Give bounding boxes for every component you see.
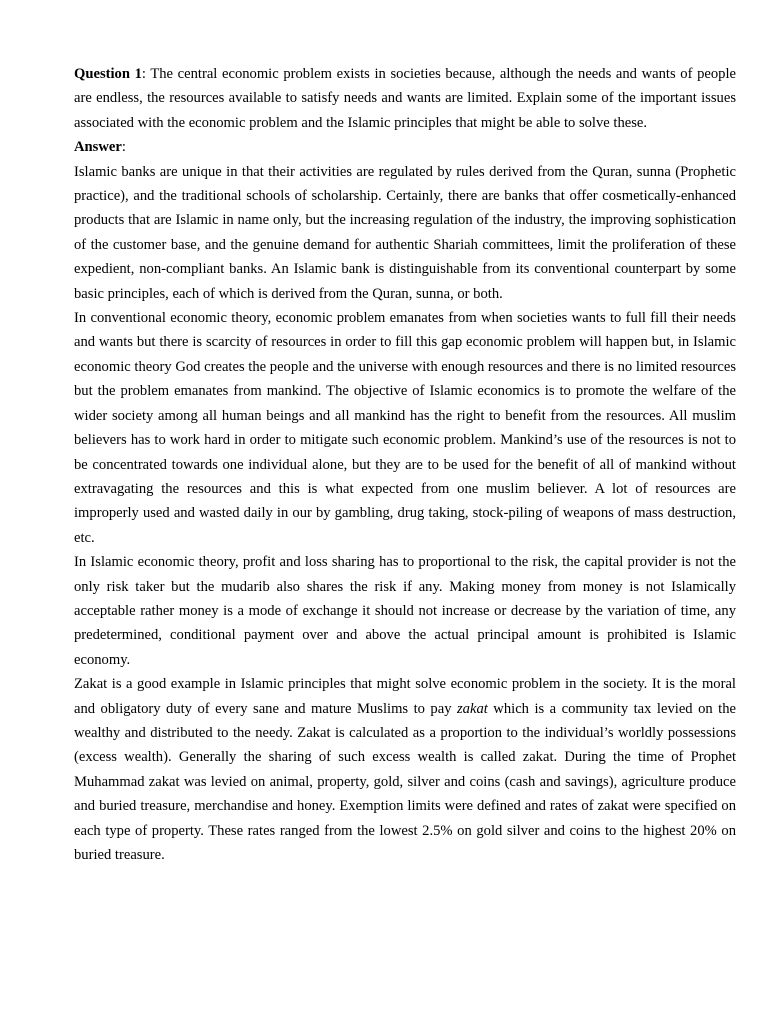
paragraph-profit-loss-sharing: In Islamic economic theory, profit and loss sharing has to proportional to the risk, the capital provider is not the only risk taker but the mudarib also shares the risk if any. Making money from money is not Islamically acceptable rather money is a mode of exchange it should not increase or decrease by the variation of time, any predetermined, conditional payment over and above the actual principal amount is prohibited is Islamic economy. bbox=[74, 554, 736, 668]
zakat-text-after: which is a community tax levied on the wealthy and distributed to the needy. Zakat is calculated as a proportion to the individual’s worldly possessions (excess wealth). Generally the sharing of such excess wealth is called zakat. During the time of Prophet Muhammad zakat was levied on animal, property, gold, silver and coins (cash and savings), agriculture produce and buried treasure, merchandise and honey. Exemption limits were defined and rates of zakat were specified on each type of property. These rates ranged from the lowest 2.5% on gold silver and coins to the highest 20% on buried treasure. bbox=[74, 700, 736, 863]
answer-label: Answer bbox=[74, 139, 122, 156]
paragraph-zakat bbox=[74, 672, 736, 867]
answer-heading bbox=[74, 135, 736, 159]
question-label: Question 1 bbox=[74, 66, 142, 82]
document-page bbox=[74, 62, 736, 867]
zakat-italic-term: zakat bbox=[457, 700, 488, 717]
zakat-text-before: Zakat is a good example in Islamic principles that might solve economic problem in the society. It is the moral and obligatory duty of every sane and mature Muslims to pay bbox=[74, 676, 736, 717]
paragraph-conventional-theory: In conventional economic theory, economic problem emanates from when societies wants to full fill their needs and wants but there is scarcity of resources in order to fill this gap economic problem will happen but, in Islamic economic theory God creates the people and the universe with enough resources and there is no limited resources but the problem emanates from mankind. The objective of Islamic economics is to promote the welfare of the wider society among all human beings and all mankind has the right to benefit from the resources. All muslim believers has to work hard in order to mitigate such economic problem. Mankind’s use of the resources is not to be concentrated towards one individual alone, but they are to be used for the benefit of all of mankind without extravagating the resources and this is what expected from one muslim believer. A lot of resources are improperly used and wasted daily in our by gambling, drug taking, stock-piling of weapons of mass destruction, etc. bbox=[74, 310, 736, 546]
answer-colon: : bbox=[121, 139, 126, 156]
question-paragraph bbox=[74, 62, 736, 135]
question-text: : The central economic problem exists in societies because, although the needs and wants of people are endless, the resources available to satisfy needs and wants are limited. Explain some of the important issues associated with the economic problem and the Islamic principles that might be able to solve these. bbox=[74, 66, 736, 131]
paragraph-islamic-banks: Islamic banks are unique in that their activities are regulated by rules derived from the Quran, sunna (Prophetic practice), and the traditional schools of scholarship. Certainly, there are banks that offer cosmetically-enhanced products that are Islamic in name only, but the increasing regulation of the industry, the improving sophistication of the customer base, and the genuine demand for authentic Shariah committees, limit the proliferation of these expedient, non-compliant banks. An Islamic bank is distinguishable from its conventional counterpart by some basic principles, each of which is derived from the Quran, sunna, or both. bbox=[74, 163, 736, 302]
